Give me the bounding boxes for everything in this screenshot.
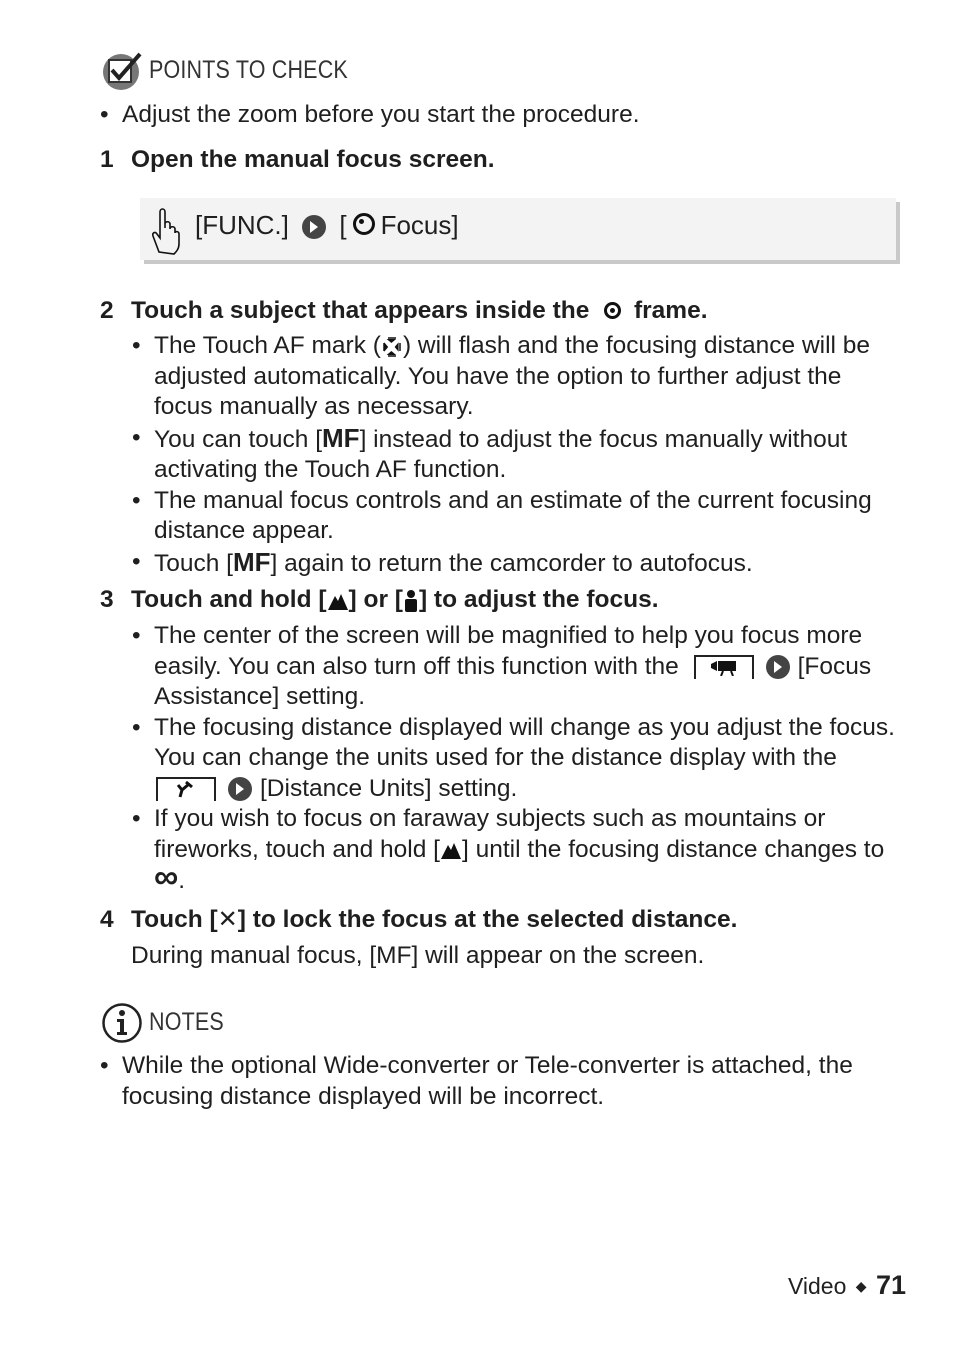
b3-line-2: distance appear. — [154, 517, 334, 544]
step-2-text-a: Touch a subject that appears inside the — [131, 297, 590, 324]
s3-b3-line-2b: ] until the focusing distance changes to — [462, 835, 885, 863]
b1-line-2: adjusted automatically. You have the option to further adjust the — [154, 362, 842, 390]
b3-line-1: The manual focus controls and an estimate of the current focusing — [154, 486, 872, 514]
bullet: • — [100, 101, 109, 128]
step-3-text — [131, 585, 659, 615]
step-3-bullets — [132, 621, 922, 897]
func-line — [195, 210, 459, 241]
step-4-number: 4 — [100, 906, 114, 933]
bullet: • — [132, 423, 141, 451]
step-4-text-b: ] to lock the focus at the selected distance. — [237, 906, 738, 933]
person-near-icon — [403, 589, 419, 613]
b2-b: ] instead to adjust the focus manually without — [359, 425, 848, 453]
focus-target-icon — [353, 213, 375, 235]
notes-line-2: focusing distance displayed will be incorrect. — [122, 1082, 605, 1110]
s3-b2-line-3: [Distance Units] setting. — [260, 774, 518, 802]
notes-line-1: While the optional Wide-converter or Tele-converter is attached, the — [122, 1052, 853, 1079]
b2-line-2: activating the Touch AF function. — [154, 456, 507, 483]
step-3-text-c: ] to adjust the focus. — [418, 586, 659, 613]
bullet: • — [132, 713, 141, 741]
b1-a: The Touch AF mark ( — [154, 332, 381, 359]
mf-icon: MF — [233, 546, 271, 577]
step-2-text — [131, 296, 708, 326]
notes-header — [100, 1000, 400, 1044]
step-4-text-a: Touch [ — [131, 906, 218, 933]
step-4-sub: During manual focus, [MF] will appear on the screen. — [131, 942, 705, 969]
points-to-check-header — [100, 50, 500, 92]
bullet: • — [100, 1052, 109, 1079]
page-footer — [788, 1270, 906, 1301]
list-item — [132, 621, 922, 713]
s3-b1-line-3: Assistance] setting. — [154, 683, 366, 710]
step-3-text-a: Touch and hold [ — [131, 586, 327, 613]
checkmark-box-icon — [100, 50, 146, 92]
b1-line-3: focus manually as necessary. — [154, 393, 474, 420]
notes-bullet — [100, 1051, 853, 1112]
func-label: [FUNC.] — [195, 210, 289, 240]
func-instruction-box — [140, 198, 896, 260]
focus-frame-icon — [604, 302, 621, 319]
step-2-text-b: frame. — [633, 297, 708, 324]
s3-b3-line-1: If you wish to focus on faraway subjects such as mountains or — [154, 805, 826, 832]
mountain-far-icon — [440, 839, 462, 861]
b4-a: Touch [ — [154, 549, 233, 577]
bullet: • — [132, 486, 141, 514]
next-arrow-icon — [302, 215, 326, 239]
footer-separator: ◆ — [855, 1278, 867, 1294]
bullet: • — [132, 332, 141, 359]
step-3-number: 3 — [100, 586, 114, 613]
s3-b3-line-2a: fireworks, touch and hold [ — [154, 835, 440, 863]
footer-section: Video — [787, 1273, 847, 1299]
s3-b1-line-2a: easily. You can also turn off this function with the — [154, 652, 679, 680]
step-1-number: 1 — [100, 146, 114, 173]
list-item — [132, 486, 912, 547]
touch-af-mark-icon — [381, 335, 403, 359]
list-item — [132, 547, 912, 580]
list-item — [132, 423, 912, 486]
next-arrow-icon — [766, 655, 790, 679]
points-to-check-label: POINTS TO CHECK — [149, 56, 348, 84]
s3-b1-line-2b: [Focus — [797, 652, 872, 680]
bullet: • — [132, 547, 141, 575]
info-icon — [101, 1002, 143, 1044]
camera-menu-tab-icon — [694, 655, 754, 679]
list-item — [132, 713, 922, 805]
step-2-number: 2 — [100, 297, 114, 324]
setup-menu-tab-icon — [156, 777, 216, 801]
next-arrow-icon — [228, 777, 252, 801]
bullet: • — [132, 805, 141, 832]
bullet: • — [132, 622, 141, 649]
list-item — [132, 804, 922, 897]
step-2-bullets — [132, 331, 912, 579]
infinity-symbol: ∞ — [154, 858, 179, 896]
step-3-text-b: ] or [ — [348, 586, 403, 613]
s3-b1-line-1: The center of the screen will be magnified to help you focus more — [154, 622, 863, 649]
mountain-far-icon — [327, 590, 349, 612]
page-number: 71 — [875, 1270, 906, 1300]
step-1-text: Open the manual focus screen. — [131, 146, 495, 173]
b1-b: ) will flash and the focusing distance will be — [402, 332, 871, 359]
points-bullet — [100, 100, 640, 131]
b4-b: ] again to return the camcorder to autofocus. — [270, 549, 753, 577]
s3-b2-line-1: The focusing distance displayed will change as you adjust the focus. — [154, 713, 895, 741]
focus-label: Focus] — [380, 210, 459, 240]
s3-b2-line-2: You can change the units used for the distance display with the — [154, 744, 837, 771]
touch-hand-icon — [148, 206, 182, 256]
s3-b3-end: . — [178, 867, 186, 894]
points-bullet-text: Adjust the zoom before you start the procedure. — [122, 101, 640, 128]
notes-label: NOTES — [149, 1008, 224, 1036]
list-item — [132, 331, 912, 423]
step-4-text — [131, 905, 737, 935]
focus-open-bracket: [ — [339, 210, 347, 240]
mf-icon: MF — [322, 422, 360, 453]
b2-a: You can touch [ — [154, 425, 323, 453]
lock-x-icon: ✕ — [217, 906, 238, 933]
